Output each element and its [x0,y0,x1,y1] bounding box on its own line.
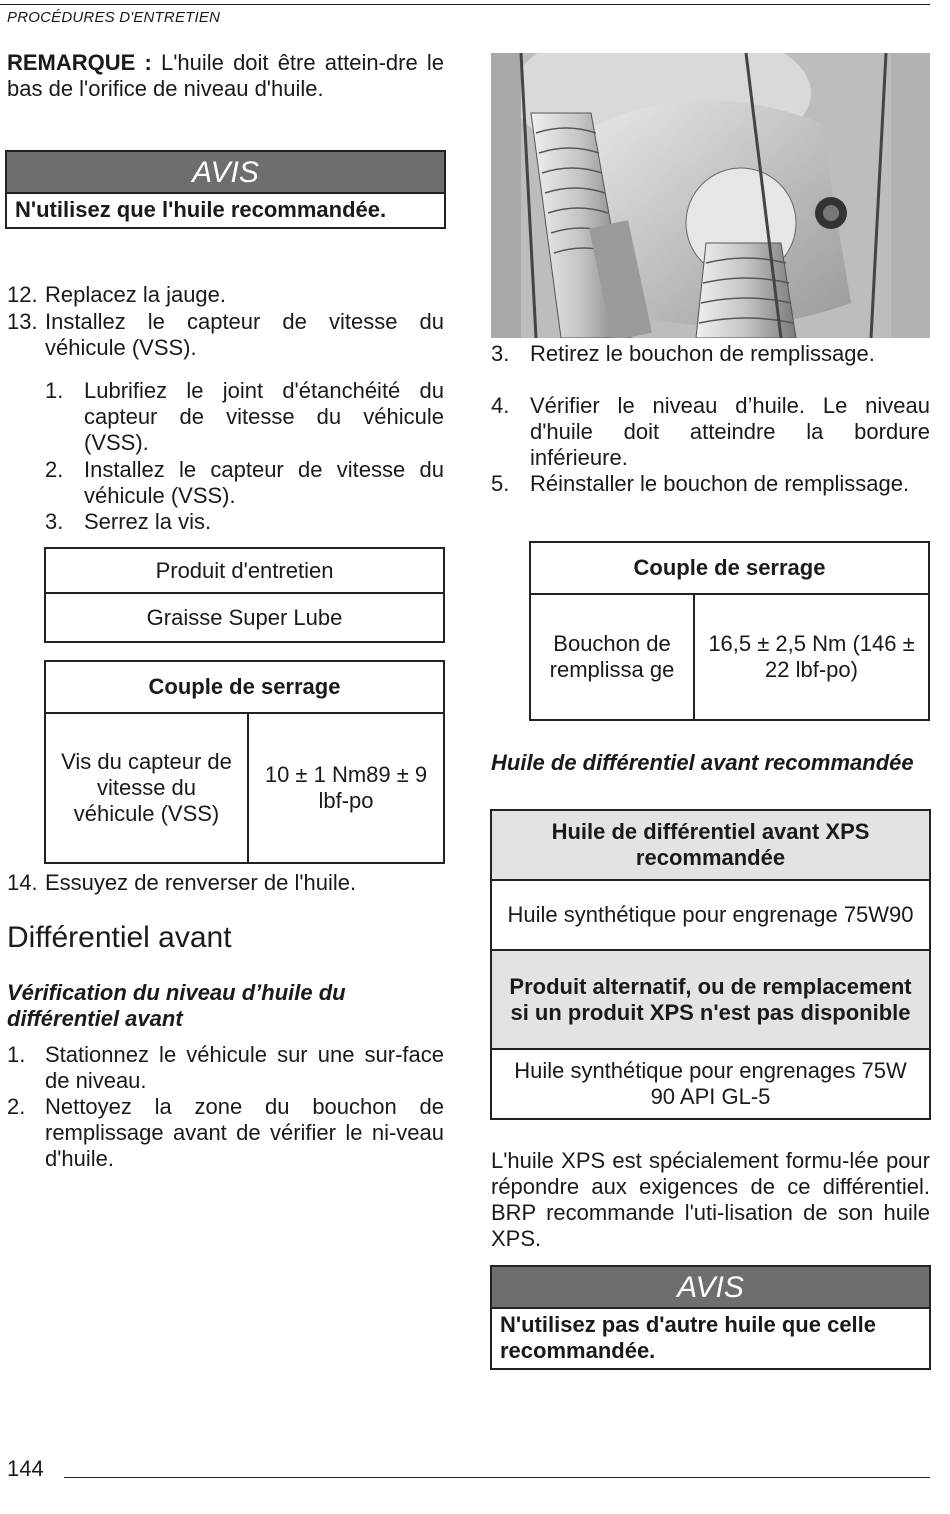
xps-paragraph: L'huile XPS est spécialement formu-lée pour répondre aux exigences de ce différentiel. BRP recommande l'uti-lisation de son huile XPS. [491,1148,930,1251]
torque-table-header: Couple de serrage [530,542,929,594]
header-rule [0,4,930,5]
list-text: Essuyez de renverser de l'huile. [45,870,357,895]
subsection-title: Vérification du niveau d’huile du différentiel avant [7,980,346,1031]
list-text: Réinstaller le bouchon de remplissage. [530,471,910,496]
list-text: Installez le capteur de vitesse du véhicule (VSS). [45,309,444,360]
list-number: 3. [491,341,510,366]
list-number: 1. [7,1042,26,1067]
oil-table-cell-shaded: Produit alternatif, ou de remplacement si un produit XPS n'est pas disponible [491,950,930,1049]
avis-box-2 [490,1265,931,1370]
oil-section-title: Huile de différentiel avant recommandée [491,750,914,775]
torque-table-header: Couple de serrage [45,661,444,713]
running-header: PROCÉDURES D'ENTRETIEN [7,9,221,26]
remarque-note [7,50,444,102]
avis-body: N'utilisez pas d'autre huile que celle recommandée. [500,1312,877,1363]
list-item [491,341,930,367]
list-text: Nettoyez la zone du bouchon de remplissage avant de vérifier le ni-veau d'huile. [45,1094,444,1171]
product-table-value: Graisse Super Lube [45,593,444,642]
differential-illustration [491,53,930,338]
differential-photo [491,53,930,338]
torque-table-right [529,541,930,721]
torque-table-value: 10 ± 1 Nm89 ± 9 lbf-po [248,713,444,863]
list-number: 12. [7,282,38,307]
torque-table-value: 16,5 ± 2,5 Nm (146 ± 22 lbf-po) [694,594,929,720]
avis-box-1 [5,150,446,229]
list-text: Stationnez le véhicule sur une sur-face de niveau. [45,1042,444,1093]
page-number: 144 [7,1456,44,1481]
list-item [491,393,930,471]
avis-title: AVIS [492,1267,929,1309]
torque-table-label: Vis du capteur de vitesse du véhicule (VSS) [45,713,248,863]
list-text: Lubrifiez le joint d'étanchéité du capteur de vitesse du véhicule (VSS). [84,378,444,455]
oil-table-cell-shaded: Huile de différentiel avant XPS recommandée [491,810,930,880]
list-number: 3. [45,509,64,534]
list-number: 13. [7,309,38,334]
oil-table-cell: Huile synthétique pour engrenages 75W 90 API GL-5 [491,1049,930,1119]
sub-list-item [45,509,444,535]
list-text: Installez le capteur de vitesse du véhicule (VSS). [84,457,444,508]
oil-table [490,809,931,1120]
list-number: 4. [491,393,510,418]
product-table-header: Produit d'entretien [45,548,444,593]
list-text: Serrez la vis. [84,509,212,534]
sub-list-item [45,457,444,509]
remarque-text: L'huile doit être attein-dre le bas de l'orifice de niveau d'huile. [7,50,444,101]
footer-rule [64,1477,930,1478]
oil-table-cell: Huile synthétique pour engrenage 75W90 [491,880,930,950]
list-text: Replacez la jauge. [45,282,227,307]
list-number: 2. [45,457,64,482]
list-item [491,471,930,497]
torque-table-label: Bouchon de remplissa ge [530,594,694,720]
list-number: 14. [7,870,38,895]
list-item [7,870,444,896]
avis-title: AVIS [7,152,444,194]
list-item [7,1094,444,1172]
list-text: Retirez le bouchon de remplissage. [530,341,875,366]
torque-table-left [44,660,445,864]
product-table [44,547,445,643]
list-number: 2. [7,1094,26,1119]
list-item [7,1042,444,1094]
list-item [7,309,444,361]
list-number: 5. [491,471,510,496]
section-title: Différentiel avant [7,921,232,954]
list-item [7,282,444,308]
list-text: Vérifier le niveau d’huile. Le niveau d'huile doit atteindre la bordure inférieure. [530,393,930,470]
list-number: 1. [45,378,64,403]
avis-body: N'utilisez que l'huile recommandée. [15,197,387,222]
remarque-label: REMARQUE : [7,50,152,75]
sub-list-item [45,378,444,456]
